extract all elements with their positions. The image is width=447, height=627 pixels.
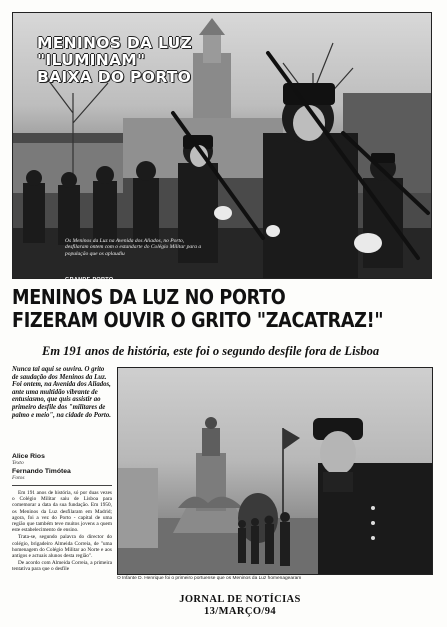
overlay-title-line-1: MENINOS DA LUZ: [37, 34, 193, 52]
photographer-name: Fernando Timótea: [12, 468, 71, 475]
author-role: Texto: [12, 460, 24, 466]
publication-date: 13/MARÇO/94: [203, 605, 277, 617]
column-divider: [12, 485, 112, 486]
article-body: [12, 490, 112, 574]
photo-caption: Os Meninos da Luz na Avenida dos Aliados, no Porto, desfilaram ontem com o estandarte do Colégio Militar para a população que os aplaudiu: [65, 238, 202, 257]
monument-photo-illustration: [118, 368, 432, 574]
overlay-title-line-3: BAIXA DO PORTO: [37, 68, 192, 86]
subheadline: Em 191 anos de história, este foi o segundo desfile fora de Lisboa: [42, 344, 380, 358]
overlay-title-line-2: "ILUMINAM": [37, 51, 146, 69]
headline-line-1: MENINOS DA LUZ NO PORTO: [12, 285, 286, 309]
monument-photo-caption: O Infante D. Henrique foi o primeiro portuense que os Meninos da Luz homenagearam: [117, 576, 302, 581]
author-name: Alice Rios: [12, 453, 45, 460]
byline-text: [12, 453, 112, 466]
photographer-role: Fotos: [12, 475, 25, 481]
body-paragraph: Em 191 anos de história, só por duas vezes o Colégio Militar saiu de Lisboa para comemorar a data da sua fundação. Em 1950, os Meninos da Luz desfilaram em Madrid; agora, foi a vez do Porto - capital de uma região que também teve muitos jovens a quem este estabelecimento de ensino.: [12, 490, 112, 534]
body-paragraph: De acordo com Almeida Correia, a primeira tentativa para que o desfile: [12, 560, 112, 573]
photo-credit: GRANDE PORTO: [65, 277, 114, 283]
headline-line-2: FIZERAM OUVIR O GRITO "ZACATRAZ!": [12, 308, 384, 332]
publication-name: JORNAL DE NOTÍCIAS: [179, 594, 301, 605]
lede-paragraph: Nunca tal aqui se ouvira. O grito de saudação dos Meninos da Luz. Foi ontem, na Avenida dos Aliados, ante uma multidão vibrante de entusiasmo, que quis assistir ao primeiro desfile dos "militares de palmo e meio", na cidade do Porto.: [12, 366, 111, 419]
page-headline: [12, 285, 384, 332]
publication-footer: [150, 594, 330, 617]
monument-photo: [117, 367, 433, 575]
photo-overlay-title: [37, 35, 237, 86]
byline-photos: [12, 468, 112, 481]
body-paragraph: Trata-se, segundo palavra do director do colégio, brigadeiro Almeida Correia, de "uma homenagem do Colégio Militar ao Norte e aos antigos e actuais alunos desta região".: [12, 534, 112, 560]
parade-photo: [12, 12, 432, 283]
